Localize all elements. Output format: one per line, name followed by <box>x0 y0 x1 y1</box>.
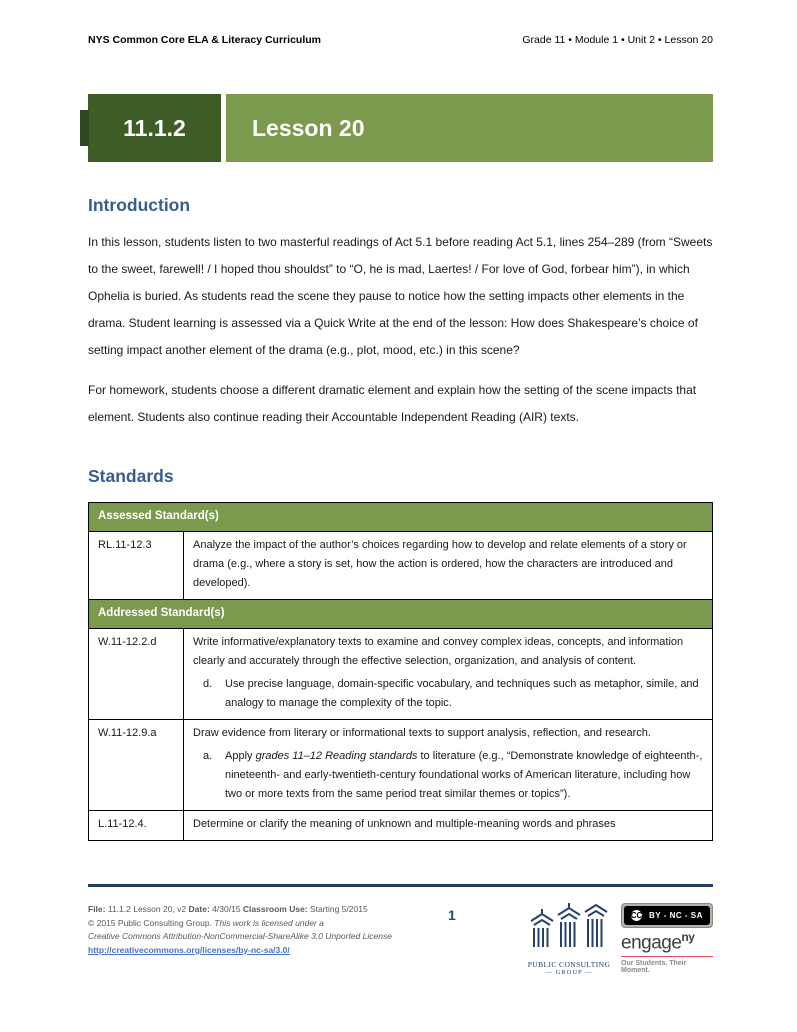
pcg-columns-icon <box>527 903 611 955</box>
standards-table <box>88 502 713 841</box>
cc-by-nc-sa-badge <box>621 903 713 928</box>
standard-description <box>184 811 713 841</box>
module-code: 11.1.2 <box>88 94 221 162</box>
classroom-use-label: Classroom Use: <box>242 904 308 914</box>
standard-text: Analyze the impact of the author’s choices regarding how to develop and relate elements of a story or drama (e.g., where a story is set, how the action is ordered, how the characters are introduced and developed). <box>193 539 687 589</box>
page-number: 1 <box>448 907 456 923</box>
footer-copyright-line <box>88 917 426 931</box>
table-group-header-addressed <box>89 600 713 629</box>
lesson-title: Lesson 20 <box>226 94 713 162</box>
license-text-1: This work is licensed under a <box>214 917 324 928</box>
running-header <box>88 0 713 46</box>
subitem-text-post: to literature (e.g., “Demonstrate knowledge of eighteenth-, nineteenth- and early-twentieth-century foundational works of American literature, including how two or more texts from the same period treat similar themes or topics”). <box>225 750 703 800</box>
pcg-name-line2: — GROUP — <box>545 969 593 976</box>
standard-text: Determine or clarify the meaning of unknown and multiple-meaning words and phrases <box>193 818 616 830</box>
date-label: Date: <box>188 904 210 914</box>
introduction-heading: Introduction <box>88 195 191 215</box>
copyright-text: © 2015 Public Consulting Group. <box>88 917 212 928</box>
engage-ny-logo <box>621 903 713 974</box>
standard-code: RL.11-12.3 <box>89 532 184 600</box>
table-row <box>89 811 713 841</box>
standard-code: W.11-12.2.d <box>89 629 184 720</box>
engage-ny-wordmark <box>621 930 713 954</box>
license-link[interactable]: http://creativecommons.org/licenses/by-nc-sa/3.0/ <box>88 944 290 955</box>
subitem-marker: d. <box>203 678 213 690</box>
footer-license-block <box>88 903 426 976</box>
introduction-paragraph-2: For homework, students choose a different dramatic element and explain how the setting of the scene impacts that element. Students also continue reading their Accountable Independent Reading (AIR) texts. <box>88 383 697 424</box>
standards-heading: Standards <box>88 466 174 486</box>
standard-description <box>184 629 713 720</box>
table-row <box>89 629 713 720</box>
pcg-name-line1: PUBLIC CONSULTING <box>527 960 611 969</box>
footer-file-line <box>88 903 426 917</box>
footer-license-line <box>88 930 426 944</box>
standard-text: Write informative/explanatory texts to examine and convey complex ideas, concepts, and information clearly and accurately through the effective selection, organization, and analysis of content. <box>193 636 684 667</box>
group-header-label: Addressed Standard(s) <box>89 600 713 629</box>
cc-license-label: BY - NC - SA <box>649 911 703 920</box>
standard-description <box>184 720 713 811</box>
page-footer <box>88 884 713 976</box>
introduction-paragraph-1: In this lesson, students listen to two masterful readings of Act 5.1 before reading Act 5.1, lines 254–289 (from “Sweets to the sweet, farewell! / I hoped thou shouldst” to “O, he is mad, Laertes! / For love of God, forbear him”), in which Ophelia is buried. As students read the scene they pause to notice how the setting impacts other elements in the drama. Student learning is assessed via a Quick Write at the end of the lesson: How does Shakespeare’s choice of setting impact another element of the drama (e.g., plot, mood, etc.) in this scene? <box>88 235 713 357</box>
table-group-header-assessed <box>89 503 713 532</box>
license-text-2: Creative Commons Attribution-NonCommercial-ShareAlike 3.0 Unported License <box>88 931 392 941</box>
date-value: 4/30/15 <box>212 904 241 914</box>
public-consulting-group-logo <box>527 903 611 976</box>
banner-tab-decoration <box>80 110 89 146</box>
subitem-text-italic: grades 11–12 Reading standards <box>255 750 418 762</box>
subitem-text: Use precise language, domain-specific vocabulary, and techniques such as metaphor, simile, and analogy to manage the complexity of the topic. <box>225 678 699 709</box>
engage-text: engage <box>621 932 682 954</box>
classroom-use-value: Starting 5/2015 <box>310 904 368 914</box>
header-breadcrumb: Grade 11 • Module 1 • Unit 2 • Lesson 20 <box>522 34 713 46</box>
group-header-label: Assessed Standard(s) <box>89 503 713 532</box>
table-row <box>89 720 713 811</box>
footer-rule <box>88 884 713 887</box>
footer-logos <box>527 903 713 976</box>
lesson-banner <box>88 94 713 162</box>
standard-subitem <box>193 747 703 804</box>
engage-divider <box>621 956 713 957</box>
engage-ny-sup: ny <box>681 930 695 944</box>
standard-text: Draw evidence from literary or informational texts to support analysis, reflection, and research. <box>193 727 651 739</box>
header-curriculum-title: NYS Common Core ELA & Literacy Curriculum <box>88 34 321 46</box>
subitem-text-pre: Apply <box>225 750 256 762</box>
subitem-marker: a. <box>203 750 213 762</box>
footer-link-line <box>88 944 426 958</box>
standard-code: W.11-12.9.a <box>89 720 184 811</box>
standard-subitem <box>193 675 703 713</box>
subitem-text <box>225 747 703 804</box>
engage-tagline: Our Students. Their Moment. <box>621 960 687 975</box>
standard-code: L.11-12.4. <box>89 811 184 841</box>
file-value: 11.1.2 Lesson 20, v2 <box>107 904 187 914</box>
file-label: File: <box>88 904 106 914</box>
cc-icon: CC <box>629 908 644 923</box>
standard-description <box>184 532 713 600</box>
table-row <box>89 532 713 600</box>
